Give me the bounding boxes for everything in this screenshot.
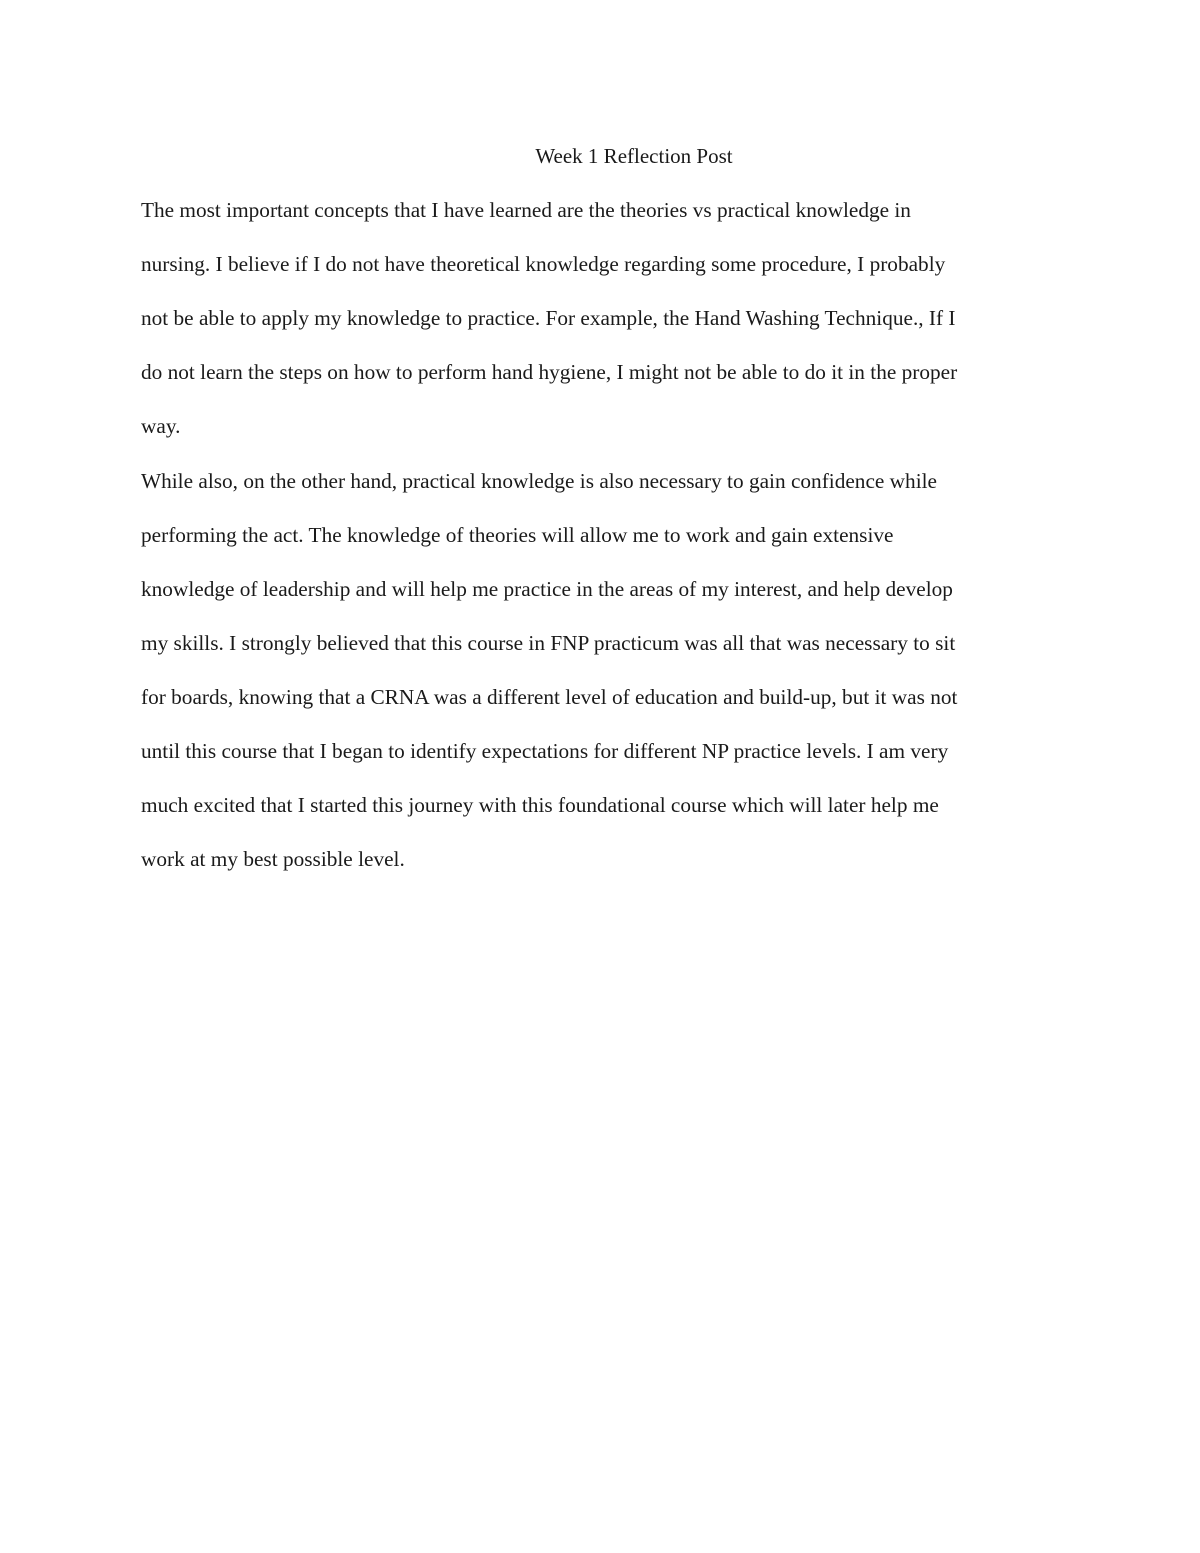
document-title: Week 1 Reflection Post (535, 144, 733, 168)
body-line: nursing. I believe if I do not have theoretical knowledge regarding some procedure, I probably (141, 252, 946, 276)
body-line: work at my best possible level. (141, 847, 405, 871)
body-line: While also, on the other hand, practical knowledge is also necessary to gain confidence while (141, 469, 937, 493)
body-line: for boards, knowing that a CRNA was a different level of education and build-up, but it was not (141, 685, 958, 709)
body-line: knowledge of leadership and will help me practice in the areas of my interest, and help develop (141, 577, 953, 601)
body-line: do not learn the steps on how to perform hand hygiene, I might not be able to do it in the proper (141, 360, 958, 384)
body-line: way. (141, 414, 181, 438)
body-line: until this course that I began to identify expectations for different NP practice levels. I am very (141, 739, 949, 763)
body-line: my skills. I strongly believed that this course in FNP practicum was all that was necessary to sit (141, 631, 956, 655)
body-line: performing the act. The knowledge of theories will allow me to work and gain extensive (141, 523, 894, 547)
body-line: not be able to apply my knowledge to practice. For example, the Hand Washing Technique., If I (141, 306, 956, 330)
body-line: much excited that I started this journey with this foundational course which will later help me (141, 793, 939, 817)
body-line: The most important concepts that I have learned are the theories vs practical knowledge in (141, 198, 911, 222)
